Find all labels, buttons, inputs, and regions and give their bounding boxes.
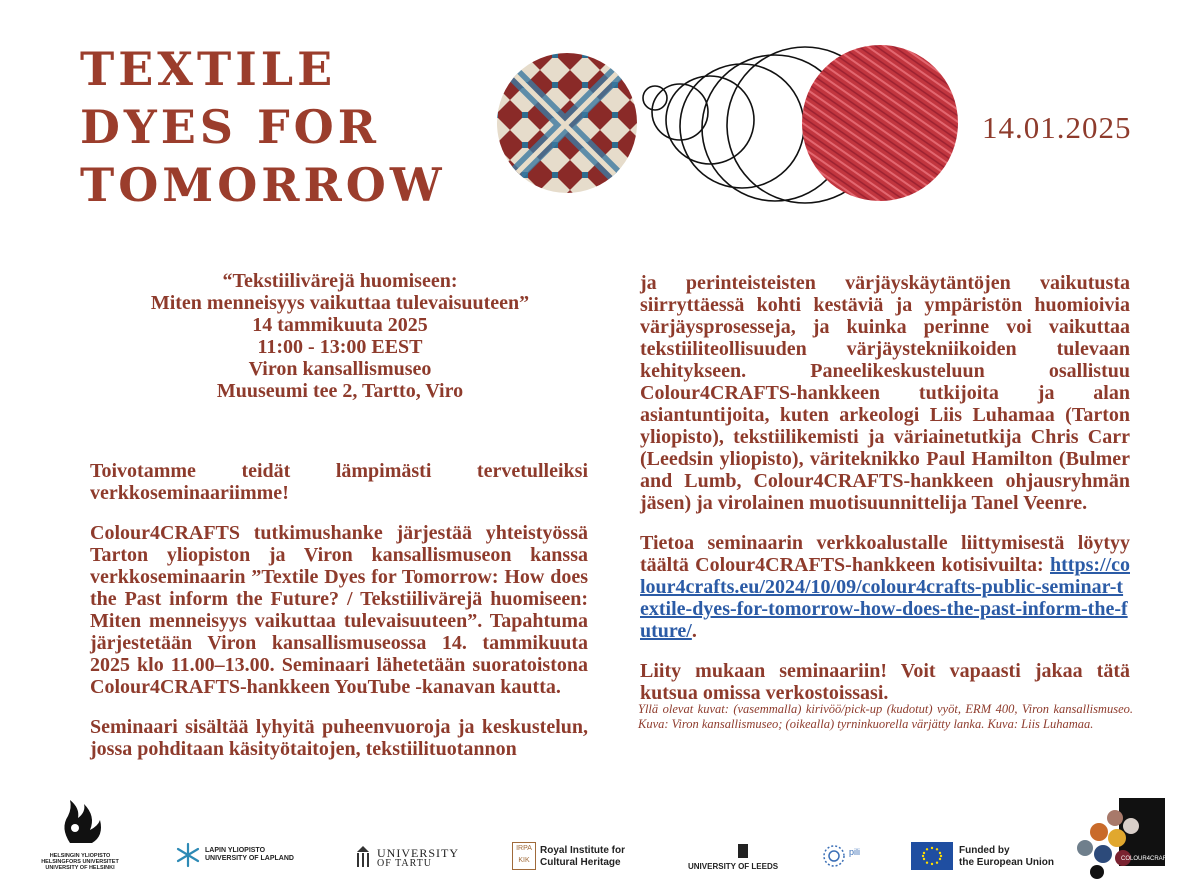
title-line: TOMORROW bbox=[80, 158, 446, 212]
header-images bbox=[480, 40, 960, 210]
logo-irpa bbox=[512, 842, 652, 872]
event-address: Muuseumi tee 2, Tartto, Viro bbox=[216, 380, 464, 402]
invite-paragraph: Liity mukaan seminaariin! Voit vapaasti jakaa tätä kutsua omissa verkostoissasi. bbox=[640, 660, 1130, 704]
event-date-text: 14 tammikuuta 2025 bbox=[252, 314, 428, 336]
event-venue: Viron kansallismuseo bbox=[248, 358, 432, 380]
eu-funding-line1: Funded by bbox=[959, 845, 1010, 856]
welcome-paragraph: Toivotamme teidät lämpimästi tervetulleiksi verkkoseminaariimme! bbox=[90, 460, 588, 504]
image-caption: Yllä olevat kuvat: (vasemmalla) kirivöö/pick-up (kudotut) vyöt, ERM 400, Viron kansallismuseo. Kuva: Viron kansallismuseo; (oikealla) tyrninkuorella värjätty lanka. Kuva: Liis Luhamaa. bbox=[638, 702, 1133, 731]
pili-name: pili bbox=[849, 847, 861, 857]
woven-belt-image bbox=[490, 45, 650, 205]
left-column bbox=[90, 460, 588, 778]
tartu-building-icon bbox=[355, 844, 371, 870]
irpa-name-line1: Royal Institute for bbox=[540, 845, 626, 856]
leeds-name: UNIVERSITY OF LEEDS bbox=[688, 862, 779, 871]
leeds-crest-icon bbox=[736, 842, 750, 860]
helsinki-flame-icon bbox=[40, 798, 120, 848]
intro-paragraph: Colour4CRAFTS tutkimushanke järjestää yhteistyössä Tarton yliopiston ja Viron kansallismuseon kanssa verkkoseminaarin ”Textile Dyes for Tomorrow: How does the Past inform the Future? / Tekstiilivärejä huomiseen: Miten menneisyys vaikuttaa tulevaisuuteen”. Tapahtuma järjestetään Viron kansallismuseossa 14. tammikuuta 2025 klo 11.00–13.00. Seminaari lähetetään suoratoistona Colour4CRAFTS-hankkeen YouTube -kanavan kautta. bbox=[90, 522, 588, 698]
partner-logos bbox=[0, 790, 1200, 894]
title-line: DYES FOR bbox=[80, 100, 380, 154]
colour4crafts-dots-icon bbox=[1075, 798, 1175, 882]
irpa-name-line2: Cultural Heritage bbox=[540, 857, 621, 868]
event-time: 11:00 - 13:00 EEST bbox=[257, 336, 423, 358]
event-details bbox=[90, 270, 590, 402]
eu-flag-icon bbox=[911, 842, 953, 870]
logo-leeds bbox=[688, 842, 798, 872]
tartu-name-line1: UNIVERSITY bbox=[377, 846, 459, 860]
tartu-name-line2: OF TARTU bbox=[377, 858, 433, 869]
irpa-mark-bottom: KIK bbox=[518, 857, 530, 864]
join-info-end: . bbox=[691, 620, 697, 642]
snowflake-icon bbox=[175, 842, 201, 868]
irpa-mark-top: IRPA bbox=[516, 845, 532, 852]
logo-helsinki bbox=[40, 798, 120, 871]
helsinki-name-sv: HELSINGFORS UNIVERSITET bbox=[41, 859, 119, 865]
irpa-mark-icon bbox=[512, 842, 536, 870]
eu-funding-line2: the European Union bbox=[959, 857, 1054, 868]
helsinki-name-en: UNIVERSITY OF HELSINKI bbox=[45, 865, 115, 871]
join-info-text: Tietoa seminaarin verkkoalustalle liittymisestä löytyy täältä Colour4CRAFTS-hankkeen kotisivuilta: bbox=[640, 532, 1130, 576]
title-line: TEXTILE bbox=[80, 42, 337, 96]
seminar-link[interactable]: https://colour4crafts.eu/2024/10/09/colour4crafts-public-seminar-textile-dyes-for-tomorrow-how-does-the-past-inform-the-future/ bbox=[640, 554, 1130, 642]
pili-circle-icon bbox=[822, 844, 846, 868]
program-paragraph: Seminaari sisältää lyhyitä puheenvuoroja ja keskustelun, jossa pohditaan käsityötaitojen, tekstiilituotannon bbox=[90, 716, 588, 760]
logo-lapland bbox=[175, 842, 295, 872]
logo-tartu bbox=[355, 842, 459, 872]
panel-paragraph: ja perinteisteisten värjäyskäytäntöjen vaikutusta siirryttäessä kohti kestäviä ja ympäristön huomioivia värjäysprosesseja, ja kuinka perinne voi vaikuttaa tekstiiliteollisuuden värjäystekniikoiden tulevaan kehitykseen. Paneelikeskusteluun osallistuu Colour4CRAFTS-hankkeen tutkijoita ja alan asiantuntijoita, kuten arkeologi Liis Luhamaa (Tarton yliopisto), tekstiilikemisti ja väriainetutkija Chris Carr (Leedsin yliopisto), väriteknikko Paul Hamilton (Bulmer and Lumb, Colour4CRAFTS-hankkeen ohjausryhmän jäsen) ja virolainen muotisuunnittelija Tanel Veenre. bbox=[640, 272, 1130, 514]
join-info-paragraph bbox=[640, 532, 1130, 642]
colour4crafts-name: COLOUR4CRAFTS bbox=[1121, 856, 1175, 862]
event-subtitle-fi: Miten menneisyys vaikuttaa tulevaisuuteen” bbox=[150, 292, 530, 314]
lapland-name-en: UNIVERSITY OF LAPLAND bbox=[205, 855, 294, 862]
logo-eu bbox=[911, 842, 1061, 872]
event-title-fi: “Tekstiilivärejä huomiseen: bbox=[222, 270, 458, 292]
right-column bbox=[640, 272, 1130, 722]
helsinki-name-fi: HELSINGIN YLIOPISTO bbox=[49, 853, 111, 859]
page-title bbox=[80, 40, 445, 214]
lapland-name-fi: LAPIN YLIOPISTO bbox=[205, 847, 266, 854]
event-date: 14.01.2025 bbox=[982, 110, 1132, 145]
logo-pili bbox=[822, 842, 872, 872]
logo-colour4crafts bbox=[1075, 798, 1175, 882]
red-yarn-image bbox=[800, 40, 960, 210]
